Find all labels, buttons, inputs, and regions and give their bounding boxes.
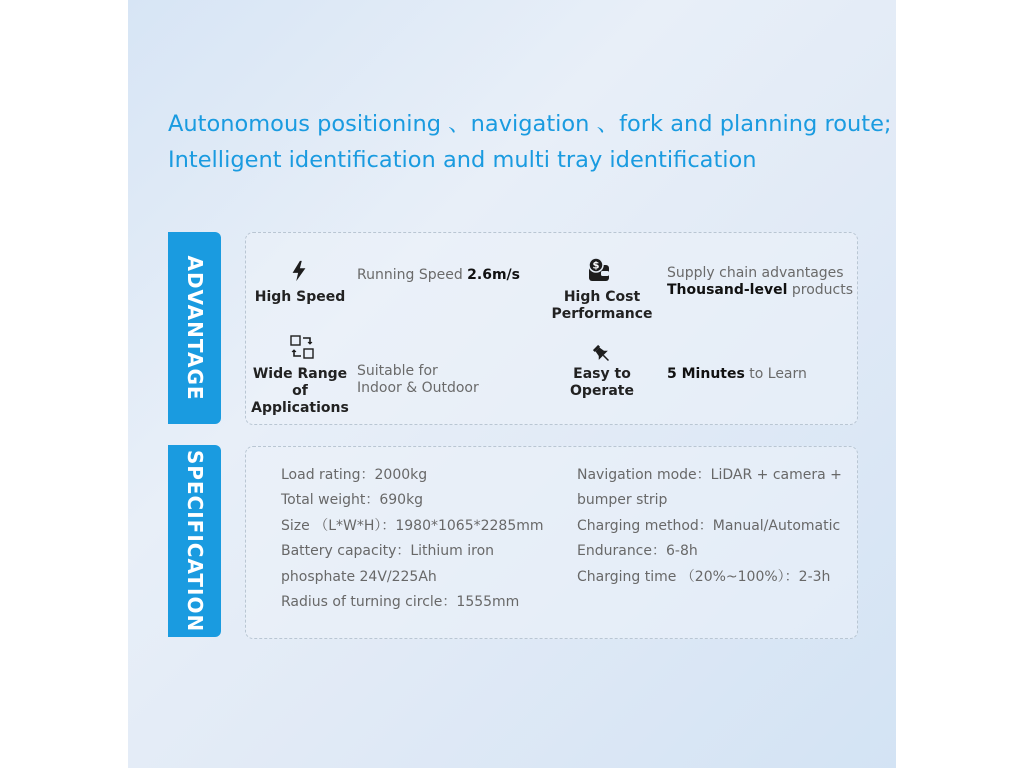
spec-list-left xyxy=(281,463,544,615)
lightning-icon xyxy=(288,260,310,282)
spec-item: Charging time （20%~100%）：2-3h xyxy=(577,568,831,585)
feature-desc: Suitable for Indoor & Outdoor xyxy=(357,363,479,396)
advantage-tab xyxy=(168,232,221,424)
headline xyxy=(168,106,892,178)
spec-item: Radius of turning circle：1555mm xyxy=(281,594,520,611)
spec-item: Endurance：6-8h xyxy=(577,543,698,560)
advantage-tab-label: ADVANTAGE xyxy=(182,255,207,401)
headline-line-2: Intelligent identification and multi tray identification xyxy=(168,147,757,173)
spec-item: bumper strip xyxy=(577,492,668,509)
spec-item: phosphate 24V/225Ah xyxy=(281,568,437,585)
spec-item: Load rating：2000kg xyxy=(281,467,428,483)
feature-desc: Running Speed 2.6m/s xyxy=(357,267,520,283)
specification-tab xyxy=(168,445,221,637)
wallet-icon xyxy=(586,257,612,283)
feature-title: Easy to Operate xyxy=(570,366,634,399)
spec-item: Charging method：Manual/Automatic xyxy=(577,517,841,534)
spec-item: Battery capacity：Lithium iron xyxy=(281,543,495,560)
feature-title: High Cost Performance xyxy=(551,289,653,322)
feature-title: High Speed xyxy=(254,289,346,305)
feature-desc: 5 Minutes to Learn xyxy=(667,366,807,382)
feature-desc: Supply chain advantages Thousand-level products xyxy=(667,265,853,298)
spec-item: Size （L*W*H）：1980*1065*2285mm xyxy=(281,517,544,534)
svg-text:$: $ xyxy=(592,260,600,272)
spec-item: Navigation mode：LiDAR + camera + xyxy=(577,467,842,483)
pin-icon xyxy=(591,343,613,365)
feature-title: Wide Range of Applications xyxy=(251,366,349,416)
headline-line-1: Autonomous positioning 、navigation 、fork and planning route; xyxy=(168,111,892,137)
spec-item: Total weight：690kg xyxy=(281,492,424,509)
swap-icon xyxy=(289,334,315,360)
advantage-box xyxy=(245,232,858,425)
product-panel xyxy=(128,0,896,768)
spec-list-right xyxy=(577,463,842,590)
specification-box xyxy=(245,446,858,639)
specification-tab-label: SPECIFICATION xyxy=(182,449,207,633)
